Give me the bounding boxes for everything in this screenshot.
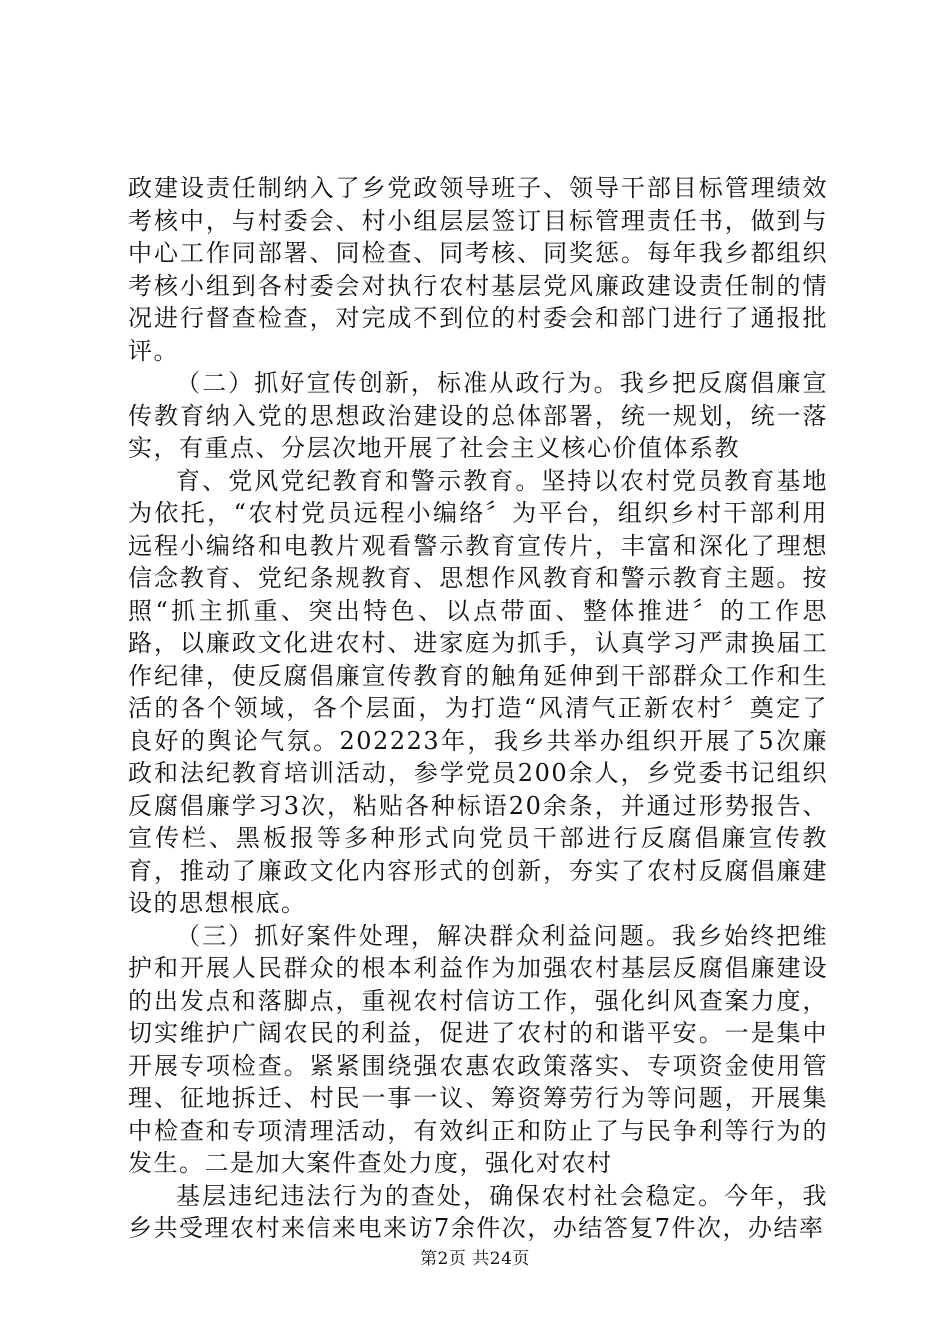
- paragraph-petition-statistics: 基层违纪违法行为的查处，确保农村社会稳定。今年，我乡共受理农村来信来电来访7余件次，办结答复7件次，办结率: [128, 1181, 828, 1242]
- page-footer: [0, 1244, 950, 1269]
- paragraph-case-handling: （三）抓好案件处理，解决群众利益问题。我乡始终把维护和开展人民群众的根本利益作为加强农村基层反腐倡廉建设的出发点和落脚点，重视农村信访工作，强化纠风查案力度，切实维护广阔农民的利益，促进了农村的和谐平安。一是集中开展专项检查。紧紧围绕强农惠农政策落实、专项资金使用管理、征地拆迁、村民一事一议、筹资筹劳行为等问题，开展集中检查和专项清理活动，有效纠正和防止了与民争利等行为的发生。二是加大案件查处力度，强化对农村: [128, 921, 828, 1177]
- page-number-label: 第2页 共24页: [420, 1249, 530, 1269]
- paragraph-publicity-innovation: （二）抓好宣传创新，标准从政行为。我乡把反腐倡廉宣传教育纳入党的思想政治建设的总体部署，统一规划，统一落实，有重点、分层次地开展了社会主义核心价值体系教: [128, 369, 828, 462]
- paragraph-responsibility-system: 政建设责任制纳入了乡党政领导班子、领导干部目标管理绩效考核中，与村委会、村小组层层签订目标管理责任书，做到与中心工作同部署、同检查、同考核、同奖惩。每年我乡都组织考核小组到各村委会对执行农村基层党风廉政建设责任制的情况进行督查检查，对完成不到位的村委会和部门进行了通报批评。: [128, 174, 828, 365]
- paragraph-education-activities: 育、党风党纪教育和警示教育。坚持以农村党员教育基地为依托，“农村党员远程小编络〞为平台，组织乡村干部利用远程小编络和电教片观看警示教育宣传片，丰富和深化了理想信念教育、党纪条规教育、思想作风教育和警示教育主题。按照“抓主抓重、突出特色、以点带面、整体推进〞的工作思路，以廉政文化进农村、进家庭为抓手，认真学习严肃换届工作纪律，使反腐倡廉宣传教育的触角延伸到干部群众工作和生活的各个领域，各个层面，为打造“风清气正新农村〞奠定了良好的舆论气氛。202223年，我乡共举办组织开展了5次廉政和法纪教育培训活动，参学党员200余人，乡党委书记组织反腐倡廉学习3次，粘贴各种标语20余条，并通过形势报告、宣传栏、黑板报等多种形式向党员干部进行反腐倡廉宣传教育，推动了廉政文化内容形式的创新，夯实了农村反腐倡廉建设的思想根底。: [128, 466, 828, 917]
- body-text: [128, 172, 828, 1245]
